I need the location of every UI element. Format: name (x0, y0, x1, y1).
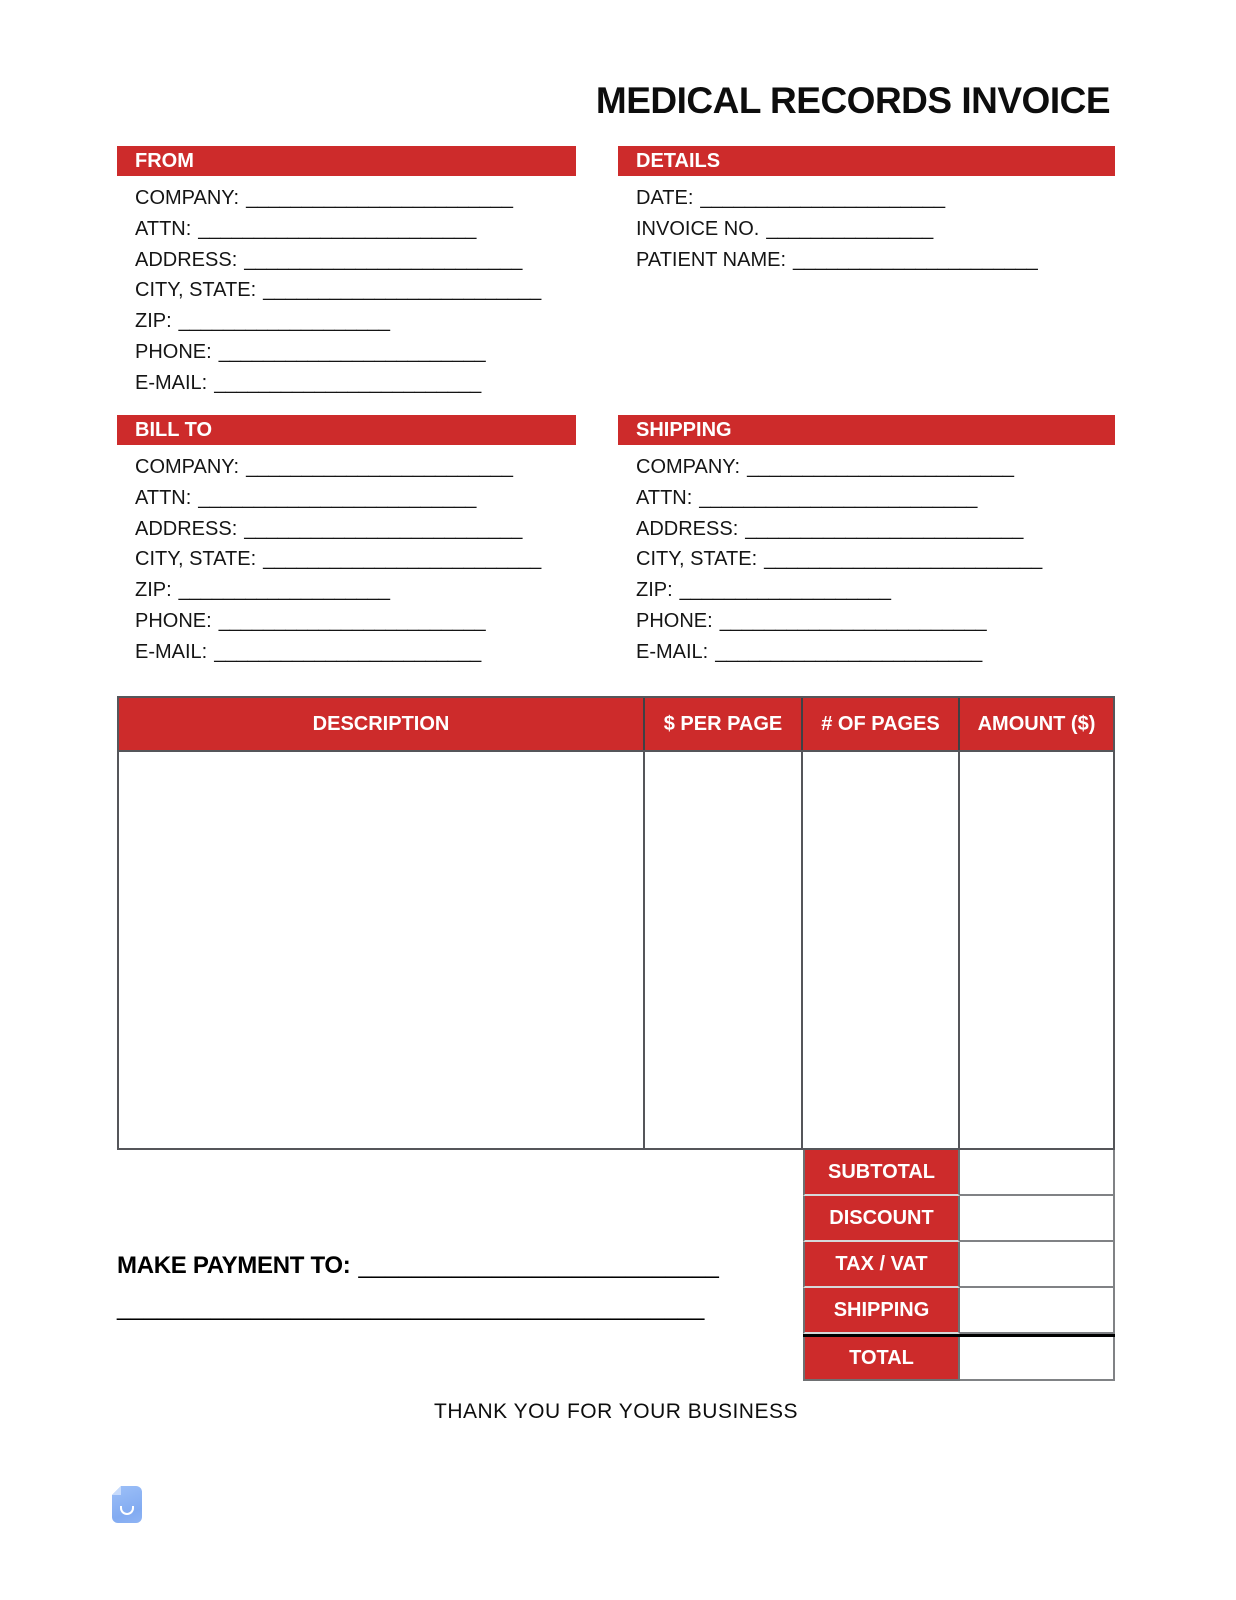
field-label: PHONE: (135, 340, 212, 363)
fill-in-line: ________________________ (214, 371, 482, 394)
fill-in-line: ___________________________ (358, 1252, 719, 1279)
details-date-field (636, 183, 1115, 214)
thank-you-note: THANK YOU FOR YOUR BUSINESS (434, 1400, 798, 1423)
fill-in-line: _________________________ (764, 548, 1043, 571)
field-label: ZIP: (135, 579, 172, 602)
fill-in-line: ______________________ (700, 187, 946, 209)
from-address-field (135, 245, 576, 276)
fill-in-line: ________________________ (246, 456, 514, 478)
subtotal-label: SUBTOTAL (803, 1150, 960, 1196)
field-label: CITY, STATE: (135, 548, 257, 571)
section-header-details-label: DETAILS (636, 149, 721, 172)
make-payment-to-block (117, 1250, 719, 1324)
shipping-address-field (636, 514, 1115, 545)
details-invoice-no-field (636, 214, 1115, 245)
total-value (960, 1337, 1115, 1381)
totals-summary (803, 1150, 1115, 1381)
amount-cell (960, 752, 1113, 1148)
section-header-details (618, 146, 1115, 176)
tax-vat-label: TAX / VAT (803, 1242, 960, 1288)
from-email-field (135, 368, 576, 399)
subtotal-value (960, 1150, 1115, 1196)
fill-in-line: ________________________ (218, 340, 486, 363)
field-label: ADDRESS: (135, 517, 238, 540)
field-label: PHONE: (135, 609, 212, 632)
discount-label: DISCOUNT (803, 1196, 960, 1242)
column-header-amount: AMOUNT ($) (977, 712, 1096, 735)
field-label: CITY, STATE: (135, 279, 257, 302)
fill-in-line: ___________________ (178, 579, 391, 602)
fill-in-line: _________________________ (244, 517, 523, 540)
from-fields (117, 176, 576, 399)
fill-in-line: ________________________ (218, 609, 486, 632)
discount-row (803, 1196, 1115, 1242)
section-header-shipping-label: SHIPPING (636, 418, 732, 441)
details-patient-name-field (636, 245, 1115, 276)
smiling-document-logo-icon (112, 1486, 142, 1523)
make-payment-to-row (117, 1250, 719, 1282)
field-label: E-MAIL: (636, 640, 709, 663)
fill-in-line: _________________________ (263, 279, 542, 302)
bill-to-attn-field (135, 483, 576, 514)
field-label: COMPANY: (135, 456, 240, 478)
section-header-from (117, 146, 576, 176)
field-label: CITY, STATE: (636, 548, 758, 571)
line-items-table (117, 696, 1115, 1150)
num-pages-cell (803, 752, 960, 1148)
shipping-city-state-field (636, 544, 1115, 575)
field-label: ATTN: (636, 486, 693, 509)
field-label: E-MAIL: (135, 371, 208, 394)
bill-to-email-field (135, 637, 576, 668)
table-header-row (119, 698, 1113, 750)
bill-to-address-field (135, 514, 576, 545)
field-label: INVOICE NO. (636, 217, 760, 240)
smile-icon (120, 1506, 134, 1515)
fill-in-line: ________________________ (246, 187, 514, 209)
field-label: ZIP: (636, 579, 673, 602)
from-zip-field (135, 306, 576, 337)
fill-in-line: _________________________ (263, 548, 542, 571)
tax-vat-row (803, 1242, 1115, 1288)
total-row (803, 1334, 1115, 1381)
fill-in-line: _________________________ (198, 486, 477, 509)
from-city-state-field (135, 275, 576, 306)
fill-in-line: ___________________ (679, 579, 892, 602)
subtotal-row (803, 1150, 1115, 1196)
bill-to-zip-field (135, 575, 576, 606)
section-shipping (618, 415, 1115, 668)
payment-extra-line (117, 1292, 719, 1324)
page-title: MEDICAL RECORDS INVOICE (595, 80, 1110, 121)
field-label: ATTN: (135, 486, 192, 509)
fill-in-line: ____________________________________________ (117, 1294, 705, 1321)
fill-in-line: ________________________ (719, 609, 987, 632)
section-header-from-label: FROM (135, 149, 194, 172)
column-header-per-page: $ PER PAGE (645, 698, 803, 750)
shipping-email-field (636, 637, 1115, 668)
total-label: TOTAL (803, 1337, 960, 1381)
table-body-row (119, 750, 1113, 1148)
per-page-cell (645, 752, 803, 1148)
from-phone-field (135, 337, 576, 368)
make-payment-to-label: MAKE PAYMENT TO: (117, 1252, 351, 1279)
section-from (117, 146, 576, 399)
column-header-num-pages: # OF PAGES (803, 698, 960, 750)
field-label: PHONE: (636, 609, 713, 632)
bill-to-company-field (135, 452, 576, 483)
details-fields (618, 176, 1115, 275)
bill-to-fields (117, 445, 576, 668)
field-label: COMPANY: (636, 456, 741, 478)
field-label: PATIENT NAME: (636, 248, 787, 271)
shipping-cost-row (803, 1288, 1115, 1334)
section-header-shipping (618, 415, 1115, 445)
section-header-bill-to-label: BILL TO (135, 418, 213, 441)
fill-in-line: _______________ (766, 217, 934, 240)
section-bill-to (117, 415, 576, 668)
section-details (618, 146, 1115, 275)
bill-to-city-state-field (135, 544, 576, 575)
fill-in-line: ________________________ (715, 640, 983, 663)
field-label: ADDRESS: (135, 248, 238, 271)
bill-to-phone-field (135, 606, 576, 637)
fill-in-line: _________________________ (699, 486, 978, 509)
tax-vat-value (960, 1242, 1115, 1288)
fill-in-line: ________________________ (747, 456, 1015, 478)
from-company-field (135, 183, 576, 214)
fill-in-line: ______________________ (793, 248, 1038, 271)
fill-in-line: _________________________ (244, 248, 523, 271)
fill-in-line: _________________________ (198, 217, 477, 240)
shipping-company-field (636, 452, 1115, 483)
field-label: ADDRESS: (636, 517, 739, 540)
shipping-cost-label: SHIPPING (803, 1288, 960, 1334)
fill-in-line: ________________________ (214, 640, 482, 663)
shipping-fields (618, 445, 1115, 668)
section-header-bill-to (117, 415, 576, 445)
from-attn-field (135, 214, 576, 245)
shipping-zip-field (636, 575, 1115, 606)
discount-value (960, 1196, 1115, 1242)
description-cell (119, 752, 645, 1148)
field-label: ATTN: (135, 217, 192, 240)
shipping-cost-value (960, 1288, 1115, 1334)
field-label: DATE: (636, 187, 694, 209)
fill-in-line: _________________________ (745, 517, 1024, 540)
shipping-phone-field (636, 606, 1115, 637)
column-header-description: DESCRIPTION (119, 698, 645, 750)
field-label: ZIP: (135, 310, 172, 333)
field-label: COMPANY: (135, 187, 240, 209)
shipping-attn-field (636, 483, 1115, 514)
field-label: E-MAIL: (135, 640, 208, 663)
fill-in-line: ___________________ (178, 310, 391, 333)
